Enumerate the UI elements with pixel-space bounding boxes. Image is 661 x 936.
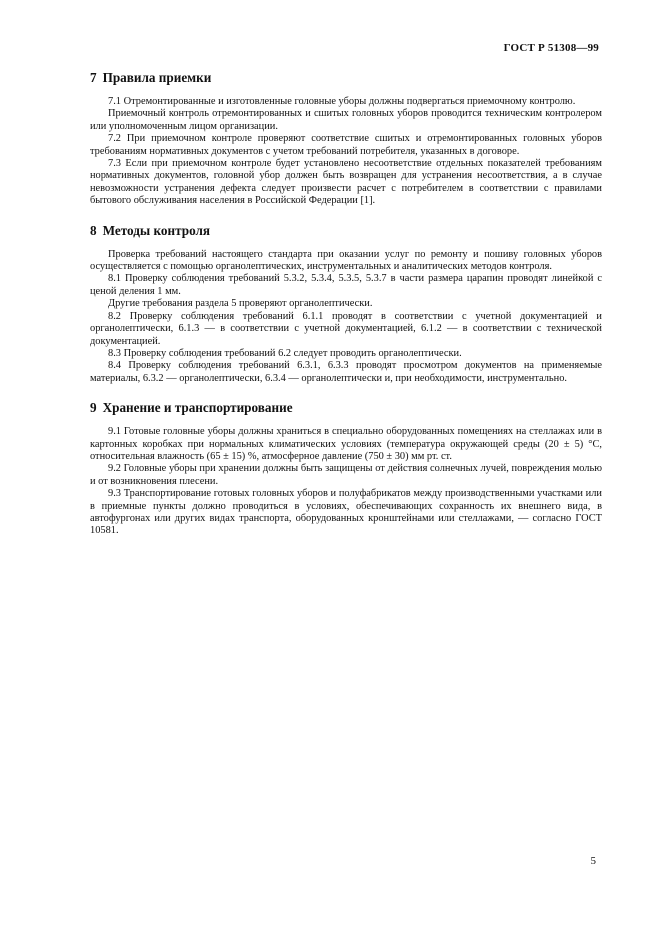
section-heading bbox=[90, 223, 602, 239]
page-number: 5 bbox=[590, 855, 596, 867]
document-id: ГОСТ Р 51308—99 bbox=[503, 42, 599, 54]
paragraph: Проверка требований настоящего стандарта при оказании услуг по ремонту и пошиву головных уборов осуществляется с помощью органолептических, инструментальных и аналитических методов контроля. bbox=[90, 248, 602, 273]
paragraph: 7.3 Если при приемочном контроле будет установлено несоответствие отдельных показателей требованиям нормативных документов, головной убор должен быть возвращен для устранения несоответствия, а в случае невозможности устранения дефекта следует произвести расчет с потребителем в соответствии с правилами бытового обслуживания населения в Российской Федерации [1]. bbox=[90, 158, 602, 207]
section-title: Хранение и транспортирование bbox=[102, 400, 293, 416]
section-title: Методы контроля bbox=[102, 222, 211, 238]
paragraph: 9.1 Готовые головные уборы должны храниться в специально оборудованных помещениях на стеллажах или в картонных коробках при нормальных климатических условиях (температура окружающей среды (20 ± 5) °С, относительная влажность (65 ± 15) %, атмосферное давление (750 ± 30) мм рт. ст. bbox=[90, 426, 602, 462]
section-heading bbox=[90, 70, 602, 86]
paragraph: 8.3 Проверку соблюдения требований 6.2 следует проводить органолептически. bbox=[108, 347, 462, 359]
section-8 bbox=[90, 223, 602, 385]
paragraph: 8.1 Проверку соблюдения требований 5.3.2, 5.3.4, 5.3.5, 5.3.7 в части размера царапин проводят линейкой с ценой деления 1 мм. bbox=[90, 273, 602, 297]
document-body bbox=[90, 70, 602, 538]
paragraph: 8.4 Проверку соблюдения требований 6.3.1, 6.3.3 проводят просмотром документов на применяемые материалы, 6.3.2 — органолептически, 6.3.4 — органолептически и, при необходимости, инструментально. bbox=[90, 360, 602, 384]
paragraph: Другие требования раздела 5 проверяют органолептически. bbox=[108, 298, 373, 310]
section-number: 7 bbox=[90, 70, 97, 85]
section-9 bbox=[90, 400, 602, 538]
section-number: 8 bbox=[90, 222, 97, 238]
section-heading bbox=[90, 400, 602, 416]
section-number: 9 bbox=[90, 400, 97, 416]
section-title: Правила приемки bbox=[102, 70, 212, 85]
section-7 bbox=[90, 70, 602, 208]
paragraph: 8.2 Проверку соблюдения требований 6.1.1 проводят в соответствии с учетной документацией и органолептически, 6.1.3 — в соответствии с учетной документацией, 6.1.2 — в соответствии с технической документацией. bbox=[90, 310, 602, 347]
paragraph: 7.2 При приемочном контроле проверяют соответствие сшитых и отремонтированных головных уборов требованиям нормативных документов с учетом требований потребителя, указанных в договоре. bbox=[90, 133, 602, 157]
paragraph: 7.1 Отремонтированные и изготовленные головные уборы должны подвергаться приемочному контролю. bbox=[108, 96, 576, 107]
paragraph: Приемочный контроль отремонтированных и сшитых головных уборов проводится техническим контролером или уполномоченным лицом организации. bbox=[90, 108, 602, 132]
paragraph: 9.2 Головные уборы при хранении должны быть защищены от действия солнечных лучей, повреждения молью и от возникновения плесени. bbox=[90, 463, 602, 487]
paragraph: 9.3 Транспортирование готовых головных уборов и полуфабрикатов между производственными участками или в приемные пункты должно проводиться в условиях, обеспечивающих сохранность их внешнего вида, в автофургонах или других видах транспорта, оборудованных кронштейнами или стеллажами, — согласно ГОСТ 10581. bbox=[90, 488, 602, 537]
